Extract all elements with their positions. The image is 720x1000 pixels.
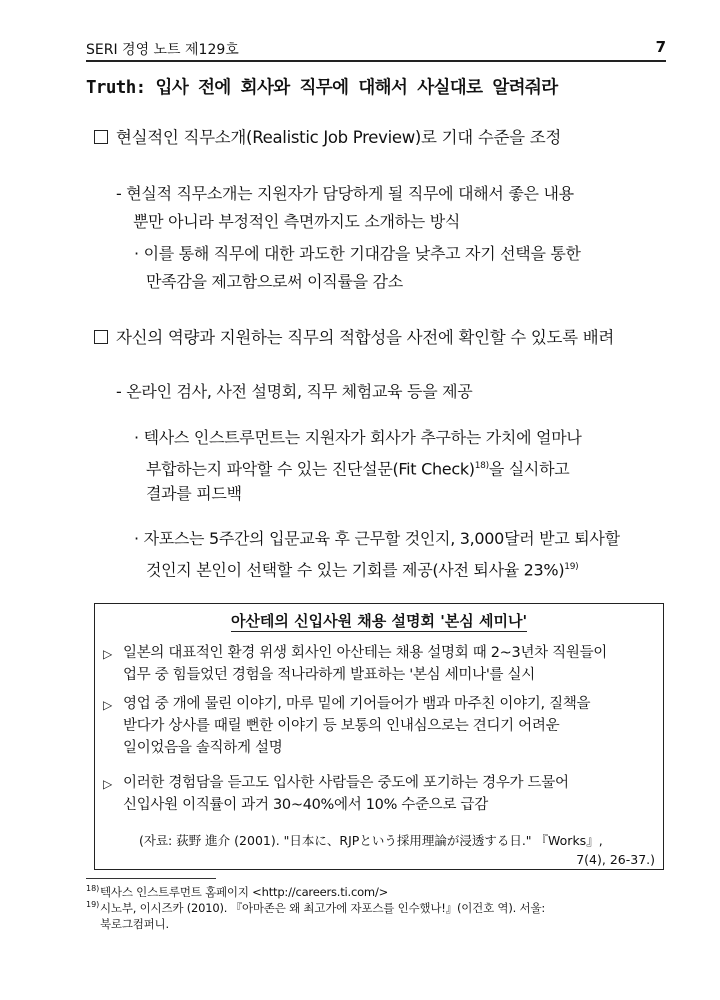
- section2-dot2-line2: [146, 557, 578, 580]
- truth-heading: Truth: 입사 전에 회사와 직무에 대해서 사실대로 알려줘라: [86, 78, 558, 98]
- section1-dash-line1: - 현실적 직무소개는 지원자가 담당하게 될 직무에 대해서 좋은 내용: [116, 184, 574, 203]
- section2-dot1-line3: 결과를 피드백: [146, 484, 242, 503]
- box-bullet1-line2: 업무 중 힘들었던 경험을 적나라하게 발표하는 '본심 세미나'를 실시: [123, 667, 535, 683]
- footnote-divider: [86, 878, 216, 879]
- case-study-title-text: 아산테의 신입사원 채용 설명회 '본심 세미나': [230, 612, 528, 630]
- section2-dash-item: - 온라인 검사, 사전 설명회, 직무 체험교육 등을 제공: [116, 382, 473, 401]
- section1-dot-line1: · 이를 통해 직무에 대한 과도한 기대감을 낮추고 자기 선택을 통한: [134, 244, 581, 263]
- case-study-title: [95, 610, 663, 631]
- footnote-ref-19: 19): [564, 562, 579, 572]
- footnote-19-number: 19): [86, 900, 100, 909]
- box-bullet3-line1: 이러한 경험담을 듣고도 입사한 사람들은 중도에 포기하는 경우가 드물어: [123, 775, 569, 791]
- footnote-ref-18: 18): [474, 461, 489, 471]
- section2-dot2-line1: · 자포스는 5주간의 입문교육 후 근무할 것인지, 3,000달러 받고 퇴사할: [134, 529, 620, 548]
- section1-heading-text: 현실적인 직무소개(Realistic Job Preview)로 기대 수준을 조정: [116, 128, 562, 147]
- section2-dot2-line2-text: 것인지 본인이 선택할 수 있는 기회를 제공(사전 퇴사율 23%): [146, 560, 565, 580]
- section1-dot-line2: 만족감을 제고함으로써 이직률을 감소: [146, 272, 403, 291]
- box-bullet2-line2: 받다가 상사를 때릴 뻔한 이야기 등 보통의 인내심으로는 견디기 어려운: [123, 718, 560, 734]
- section2-dot1-line2-text: 부합하는지 파악할 수 있는 진단설문(Fit Check): [146, 459, 475, 479]
- triangle-bullet-icon: ▷: [103, 698, 113, 712]
- section1-dash-line2: 뿐만 아니라 부정적인 측면까지도 소개하는 방식: [133, 212, 461, 231]
- checkbox-square-icon: [94, 330, 108, 344]
- section2-dot1-line2: [146, 456, 569, 479]
- section1-heading: [94, 128, 561, 148]
- source-line2: 7(4), 26-37.): [576, 852, 655, 867]
- section2-dot1-line2-tail: 을 실시하고: [488, 459, 570, 479]
- triangle-bullet-icon: ▷: [103, 647, 113, 661]
- footnote-19-text-line1: 시노부, 이시즈카 (2010). 『아마존은 왜 최고가에 자포스를 인수했나!』(이건호 역). 서울:: [100, 901, 546, 915]
- box-bullet2-line1: 영업 중 개에 물린 이야기, 마루 밑에 기어들어가 뱀과 마주친 이야기, 질책을: [123, 696, 591, 712]
- footnote-19-text-line2: 북로그컴퍼니.: [100, 917, 169, 931]
- page-header: [86, 38, 666, 62]
- page-number: 7: [655, 38, 666, 56]
- footnote-18-number: 18): [86, 884, 100, 893]
- section2-heading: [94, 328, 614, 348]
- source-line1: (자료: 荻野 進介 (2001). "日本に、RJPという採用理論が浸透する日." 『Works』,: [139, 833, 603, 848]
- section2-heading-text: 자신의 역량과 지원하는 직무의 적합성을 사전에 확인할 수 있도록 배려: [116, 328, 615, 347]
- section2-dot1-line1: · 텍사스 인스트루먼트는 지원자가 회사가 추구하는 가치에 얼마나: [134, 428, 582, 447]
- box-bullet1-line1: 일본의 대표적인 환경 위생 회사인 아산테는 채용 설명회 때 2~3년차 직원들이: [123, 645, 607, 661]
- triangle-bullet-icon: ▷: [103, 777, 113, 791]
- footnote-18-text: 텍사스 인스트루먼트 홈페이지 <http://careers.ti.com/>: [100, 885, 389, 899]
- box-bullet3-line2: 신입사원 이직률이 과거 30~40%에서 10% 수준으로 급감: [123, 797, 488, 813]
- publication-title: SERI 경영 노트 제129호: [86, 42, 239, 58]
- box-bullet2-line3: 일이었음을 솔직하게 설명: [123, 740, 283, 756]
- case-study-box: [94, 603, 664, 870]
- checkbox-square-icon: [94, 130, 108, 144]
